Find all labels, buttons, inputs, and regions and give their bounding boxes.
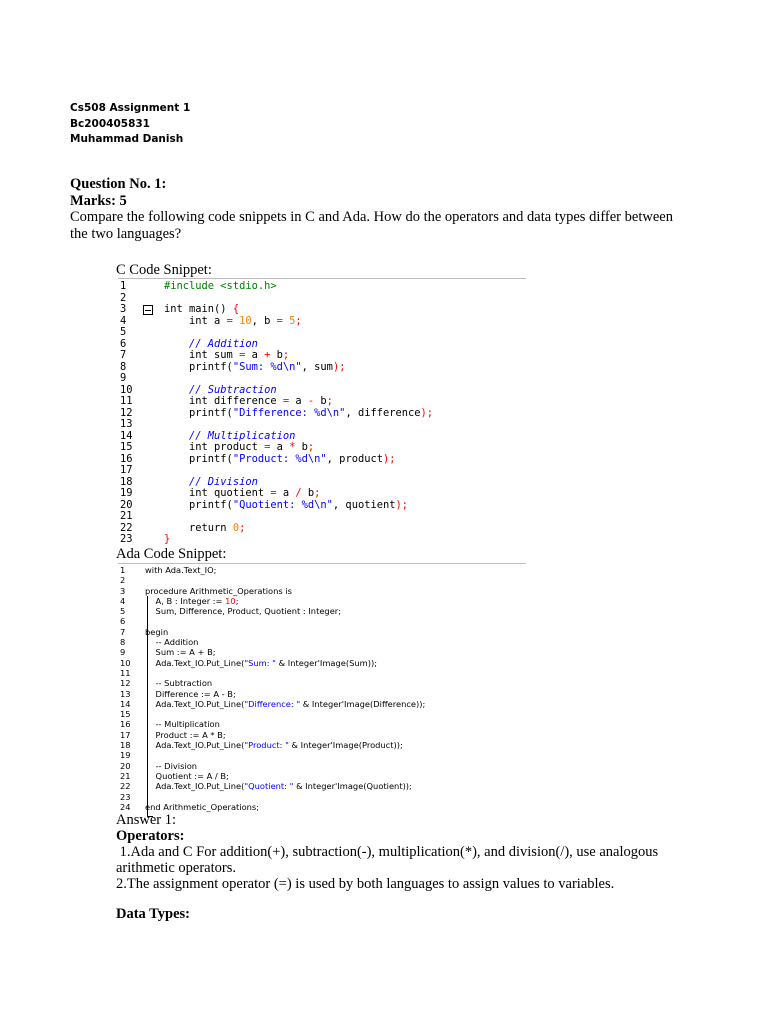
line-number: 15 <box>120 441 133 453</box>
code-text <box>145 730 226 740</box>
code-text <box>145 689 236 699</box>
code-token: 5 <box>289 314 296 327</box>
code-token: a <box>276 441 290 453</box>
code-token: & Integer'Image(Sum)); <box>276 657 377 668</box>
line-number: 22 <box>120 781 131 792</box>
code-token: "Product: " <box>244 740 289 751</box>
code-line <box>118 565 526 575</box>
code-token: * <box>289 441 302 453</box>
code-text <box>145 678 212 688</box>
line-number: 3 <box>120 585 126 596</box>
code-token: Ada.Text_IO.Put_Line( <box>145 657 245 668</box>
code-text <box>164 523 245 535</box>
c-snippet-title: C Code Snippet: <box>116 262 212 278</box>
code-line <box>118 627 526 637</box>
code-token: ; <box>235 595 239 606</box>
code-token: b <box>320 395 327 407</box>
code-line <box>118 709 526 719</box>
code-token: ; <box>282 349 290 361</box>
code-text <box>145 627 168 637</box>
code-line <box>118 761 526 771</box>
question-text: Compare the following code snippets in C and Ada. How do the operators and data types differ between the two languages? <box>70 209 673 242</box>
code-token: = <box>264 441 277 453</box>
line-number: 9 <box>120 647 126 658</box>
line-number: 4 <box>120 595 126 606</box>
line-number: 18 <box>120 740 131 751</box>
line-number: 22 <box>120 521 133 534</box>
line-number: 14 <box>120 698 131 709</box>
code-token: int main() <box>164 303 233 315</box>
line-number: 8 <box>120 360 127 373</box>
code-text <box>145 802 259 812</box>
code-line <box>118 281 526 293</box>
code-token: // Division <box>164 475 258 488</box>
line-number: 3 <box>120 303 127 315</box>
code-token: "Difference: " <box>244 698 301 709</box>
code-line <box>118 781 526 791</box>
code-token: "Quotient: " <box>244 781 294 792</box>
code-token: printf( <box>164 498 233 511</box>
code-token: = <box>270 487 283 499</box>
line-number: 6 <box>120 337 127 350</box>
code-token: / <box>295 487 308 499</box>
code-token: "Product: %d\n" <box>232 452 327 465</box>
code-line <box>118 668 526 678</box>
document-header <box>70 101 190 148</box>
code-token: , quotient <box>332 498 396 511</box>
line-number: 23 <box>120 791 131 802</box>
code-token: , difference <box>345 406 421 419</box>
code-line <box>118 678 526 688</box>
line-number: 23 <box>120 533 133 545</box>
code-line <box>118 575 526 585</box>
code-token: ; <box>326 395 333 407</box>
code-token: a <box>251 349 265 361</box>
code-token: Product := A * B; <box>145 729 226 740</box>
code-text <box>145 761 197 771</box>
code-token: -- Subtraction <box>145 678 213 689</box>
line-number: 7 <box>120 626 126 637</box>
ada-snippet-title: Ada Code Snippet: <box>116 546 227 562</box>
code-line <box>118 750 526 760</box>
code-token: } <box>164 533 171 545</box>
code-line <box>118 740 526 750</box>
data-types-heading: Data Types: <box>116 906 190 922</box>
line-number: 7 <box>120 349 127 361</box>
line-number: 24 <box>120 801 131 812</box>
code-line <box>118 606 526 616</box>
answer-point-2: 2.The assignment operator (=) is used by both languages to assign values to variables. <box>116 876 615 892</box>
question-block <box>70 176 690 242</box>
code-token: // Multiplication <box>164 429 296 442</box>
code-line <box>118 616 526 626</box>
student-name: Muhammad Danish <box>70 133 184 145</box>
assignment-title: Cs508 Assignment 1 <box>70 102 191 114</box>
line-number: 16 <box>120 452 133 465</box>
code-text <box>145 586 292 596</box>
line-number: 19 <box>120 750 131 761</box>
code-token: a <box>282 487 296 499</box>
code-token: end Arithmetic_Operations; <box>145 801 260 812</box>
code-token: = <box>282 395 296 407</box>
code-token: int quotient <box>164 487 271 499</box>
code-line <box>118 730 526 740</box>
code-text <box>145 719 220 729</box>
line-number: 10 <box>120 383 133 396</box>
code-token: & Integer'Image(Quotient)); <box>293 781 412 792</box>
code-token: with Ada.Text_IO; <box>145 565 217 575</box>
code-token: Ada.Text_IO.Put_Line( <box>145 740 245 751</box>
ada-code-listing <box>118 563 526 812</box>
answer-title: Answer 1: <box>116 812 177 828</box>
code-token: Quotient := A / B; <box>145 770 229 781</box>
code-line <box>118 534 526 546</box>
code-line <box>118 408 526 420</box>
line-number: 16 <box>120 719 131 730</box>
code-text <box>164 362 345 374</box>
code-line <box>118 771 526 781</box>
code-line <box>118 647 526 657</box>
line-number: 4 <box>120 314 127 327</box>
code-text <box>145 565 216 575</box>
line-number: 5 <box>120 606 126 617</box>
line-number: 20 <box>120 760 131 771</box>
code-token: printf( <box>164 406 233 419</box>
line-number: 11 <box>120 667 131 678</box>
question-title: Question No. 1: <box>70 176 167 192</box>
line-number: 21 <box>120 510 133 522</box>
code-token: #include <stdio.h> <box>164 280 277 292</box>
code-token: printf( <box>164 360 233 373</box>
code-token: printf( <box>164 452 233 465</box>
code-token: // Subtraction <box>164 383 277 396</box>
code-token: int sum <box>164 349 240 361</box>
code-token: b <box>276 349 283 361</box>
code-token: b <box>301 441 308 453</box>
code-line <box>118 316 526 328</box>
code-line <box>118 719 526 729</box>
question-marks: Marks: 5 <box>70 192 127 209</box>
code-line <box>118 802 526 812</box>
code-token: = <box>239 349 252 361</box>
code-token: , b <box>251 314 277 327</box>
code-token: + <box>264 349 277 361</box>
code-token: -- Division <box>145 760 198 771</box>
code-text <box>145 740 403 750</box>
code-line <box>118 792 526 802</box>
line-number: 1 <box>120 280 127 292</box>
line-number: 17 <box>120 729 131 740</box>
code-text <box>145 606 341 616</box>
student-id: Bc200405831 <box>70 117 150 130</box>
code-token: , sum <box>301 360 333 373</box>
code-token: 10 <box>239 314 252 327</box>
collapse-icon[interactable] <box>143 305 153 315</box>
code-token: -- Multiplication <box>145 719 220 730</box>
code-token: Sum := A + B; <box>145 647 216 658</box>
c-code-listing <box>118 278 526 546</box>
line-number: 12 <box>120 406 133 419</box>
code-token: ); <box>420 406 434 419</box>
code-token: ; <box>307 441 315 453</box>
code-token: int difference <box>164 395 283 407</box>
code-text <box>164 408 433 420</box>
line-number: 6 <box>120 616 126 627</box>
line-number: 8 <box>120 637 126 648</box>
line-number: 17 <box>120 464 133 476</box>
code-token: Difference := A - B; <box>145 688 236 699</box>
code-line <box>118 586 526 596</box>
code-token: Ada.Text_IO.Put_Line( <box>145 781 245 792</box>
code-line <box>118 362 526 374</box>
code-text <box>145 596 239 606</box>
line-number: 19 <box>120 487 133 499</box>
code-token: "Sum: %d\n" <box>232 360 302 373</box>
code-line <box>118 500 526 512</box>
line-number: 18 <box>120 475 133 488</box>
line-number: 20 <box>120 498 133 511</box>
code-token: "Quotient: %d\n" <box>232 498 333 511</box>
line-number: 5 <box>120 326 127 338</box>
code-token: ; <box>239 521 246 534</box>
code-token: & Integer'Image(Product)); <box>288 740 403 751</box>
code-text <box>164 281 277 293</box>
line-number: 15 <box>120 709 131 720</box>
code-token: -- Addition <box>145 637 199 648</box>
code-token: // Addition <box>164 337 258 350</box>
line-number: 11 <box>120 395 133 407</box>
answer-point-1: 1.Ada and C For addition(+), subtraction(-), multiplication(*), and division(/), use analogous arithmetic operators. <box>116 844 662 876</box>
code-token: a <box>295 395 308 407</box>
code-token: = <box>276 314 290 327</box>
line-number: 12 <box>120 678 131 689</box>
code-token: , product <box>326 452 383 465</box>
code-token: int a <box>164 314 227 327</box>
line-number: 2 <box>120 291 127 304</box>
line-number: 9 <box>120 372 127 384</box>
code-text <box>145 771 229 781</box>
line-number: 2 <box>120 575 126 586</box>
code-text <box>145 637 198 647</box>
code-token: ; <box>314 487 321 499</box>
code-token: procedure Arithmetic_Operations is <box>145 585 292 596</box>
code-text <box>164 534 170 546</box>
code-text <box>164 316 302 328</box>
line-number: 13 <box>120 418 133 430</box>
code-token: = <box>226 314 240 327</box>
code-text <box>145 699 425 709</box>
code-token: b <box>307 487 315 499</box>
code-token: "Sum: " <box>244 657 277 668</box>
line-number: 1 <box>120 565 126 575</box>
code-token: 0 <box>232 521 240 534</box>
code-token: ; <box>295 314 302 327</box>
code-token: - <box>307 395 321 407</box>
code-text <box>145 781 412 791</box>
code-token: int product <box>164 441 265 453</box>
operators-heading: Operators: <box>116 828 185 844</box>
code-token: & Integer'Image(Difference)); <box>300 698 426 709</box>
code-text <box>164 454 396 466</box>
code-text <box>164 500 408 512</box>
line-number: 10 <box>120 657 131 668</box>
code-line <box>118 637 526 647</box>
code-token: { <box>232 303 240 315</box>
code-token: ); <box>395 498 408 511</box>
code-line <box>118 454 526 466</box>
code-token: A, B : Integer := <box>145 595 226 606</box>
code-line <box>118 689 526 699</box>
code-text <box>145 658 377 668</box>
line-number: 21 <box>120 770 131 781</box>
code-line <box>118 523 526 535</box>
code-token: 10 <box>225 595 236 606</box>
code-token: return <box>164 521 233 534</box>
line-number: 13 <box>120 688 131 699</box>
code-token: Ada.Text_IO.Put_Line( <box>145 698 245 709</box>
code-token: "Difference: %d\n" <box>232 406 346 419</box>
code-token: ); <box>382 452 396 465</box>
code-token: begin <box>145 626 169 637</box>
answer-block <box>116 812 676 892</box>
code-token: Sum, Difference, Product, Quotient : Integer; <box>145 606 342 617</box>
code-line <box>118 699 526 709</box>
code-token: ); <box>332 360 346 373</box>
code-line <box>118 596 526 606</box>
code-text <box>145 647 216 657</box>
code-line <box>118 658 526 668</box>
line-number: 14 <box>120 429 133 442</box>
